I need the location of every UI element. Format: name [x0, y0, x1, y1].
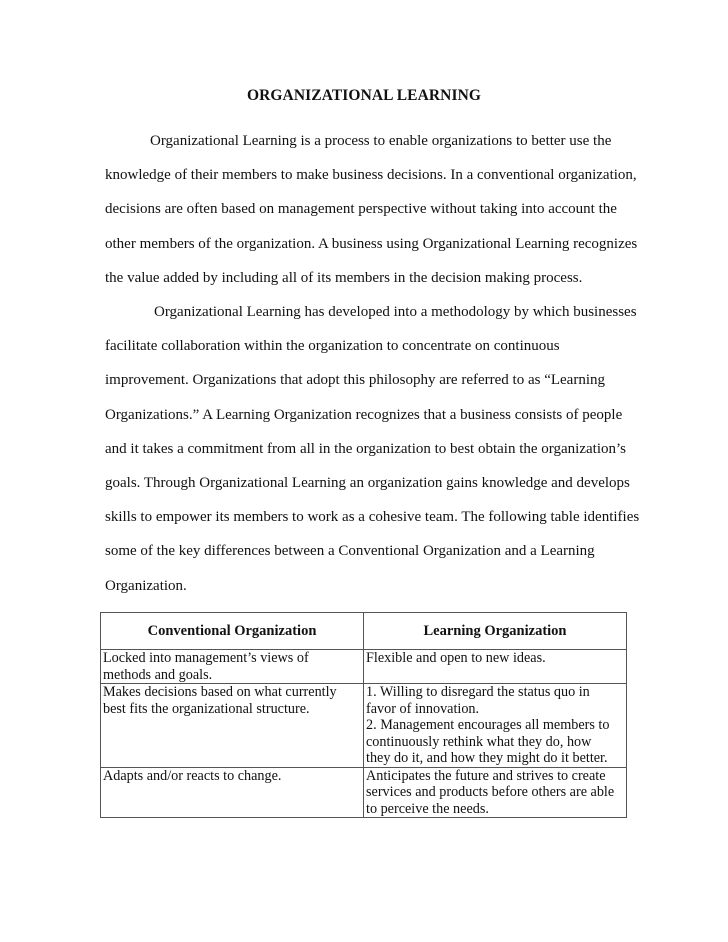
cell-text: Anticipates the future and strives to create: [366, 767, 606, 784]
text-line: other members of the organization. A business using Organizational Learning recognizes: [105, 235, 638, 252]
cell-conventional: [101, 650, 364, 684]
document-body: [105, 124, 640, 603]
cell-text: best fits the organizational structure.: [103, 700, 310, 717]
text-line: Organizational Learning has developed into a methodology by which businesses: [154, 304, 637, 321]
table-row: [101, 650, 627, 684]
text-line: knowledge of their members to make business decisions. In a conventional organization,: [105, 167, 637, 184]
text-line: Organizational Learning is a process to enable organizations to better use the: [150, 133, 612, 149]
text-line: some of the key differences between a Conventional Organization and a Learning: [105, 543, 595, 560]
text-line: skills to empower its members to work as a cohesive team. The following table identifies: [105, 509, 640, 526]
text-line: decisions are often based on management perspective without taking into account the: [105, 201, 617, 218]
cell-text: Flexible and open to new ideas.: [366, 650, 546, 666]
cell-text: they do it, and how they might do it better.: [366, 750, 608, 766]
text-line: improvement. Organizations that adopt this philosophy are referred to as “Learning: [105, 372, 605, 389]
cell-text: methods and goals.: [103, 666, 213, 683]
text-line: Organization.: [105, 577, 187, 594]
text-line: the value added by including all of its members in the decision making process.: [105, 269, 583, 286]
cell-learning: [364, 650, 627, 684]
table-row: [101, 684, 627, 768]
header-conventional: Conventional Organization: [101, 613, 364, 650]
cell-text: Makes decisions based on what currently: [103, 684, 337, 700]
cell-text: to perceive the needs.: [366, 800, 489, 817]
cell-text: continuously rethink what they do, how: [366, 733, 592, 750]
paragraph-2: [105, 295, 640, 603]
text-line: and it takes a commitment from all in the organization to best obtain the organization’s: [105, 440, 626, 457]
cell-conventional: [101, 767, 364, 818]
cell-learning: [364, 767, 627, 818]
paragraph-1: [105, 124, 638, 295]
cell-text: 1. Willing to disregard the status quo in: [366, 684, 590, 700]
cell-text: Locked into management’s views of: [103, 650, 309, 666]
cell-text: Adapts and/or reacts to change.: [103, 767, 282, 784]
header-learning: Learning Organization: [364, 613, 627, 650]
text-line: goals. Through Organizational Learning an organization gains knowledge and develops: [105, 475, 630, 492]
cell-conventional: [101, 684, 364, 768]
table-row: [101, 767, 627, 818]
text-line: Organizations.” A Learning Organization recognizes that a business consists of people: [105, 406, 623, 423]
document-title: ORGANIZATIONAL LEARNING: [246, 87, 482, 104]
comparison-table: [100, 612, 627, 818]
cell-learning: [364, 684, 627, 768]
cell-text: 2. Management encourages all members to: [366, 717, 610, 733]
cell-text: favor of innovation.: [366, 700, 480, 717]
text-line: facilitate collaboration within the organization to concentrate on continuous: [105, 338, 560, 355]
table-header-row: [101, 613, 627, 650]
cell-text: services and products before others are able: [366, 784, 615, 800]
